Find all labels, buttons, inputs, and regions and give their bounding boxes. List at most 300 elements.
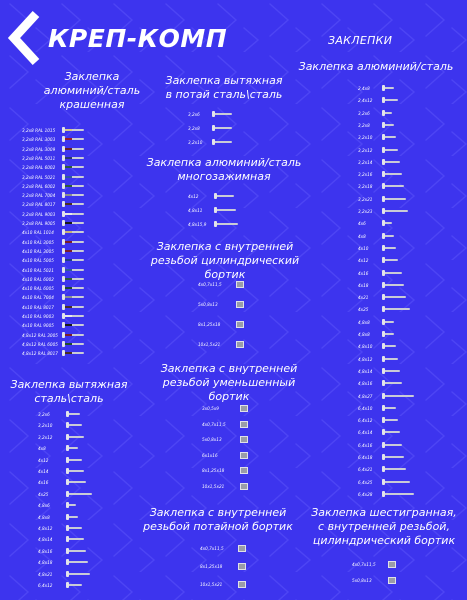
item-size-label: 4х0,7х11,5 [352,562,376,567]
item-size-label: 6,4х10 [358,406,373,411]
list-item [358,256,467,265]
list-item [22,340,132,349]
rivet-icon [64,241,84,243]
item-size-label: 4х10 RAL 7004 [22,295,54,300]
rivet-icon [68,527,82,529]
list-item [22,191,132,200]
rivet-icon [384,370,400,372]
item-size-label: 6,4х18 [358,455,373,460]
rivet-icon [384,235,394,237]
rivet-nut-icon [238,545,246,552]
section-title-pull-steel [0,378,138,406]
item-size-label: 4х6 [358,221,366,226]
title-line: Заклепка с внутренней [156,240,294,253]
item-size-label: 4х8 [358,234,366,239]
rivet-icon [214,113,232,115]
list-item [188,138,298,147]
list-item [22,266,132,275]
item-size-label: 4х12 [188,194,199,199]
list-item [358,269,467,278]
item-size-label: 3,2х8 RAL 1015 [22,128,56,133]
rivet-icon [68,459,82,461]
list-item [200,562,310,571]
item-size-label: 5х0,8х13 [202,437,222,442]
rivet-icon [68,493,92,495]
item-size-label: 6х1х16 [202,453,218,458]
list-item [22,145,132,154]
title-line: резьбой уменьшенный бортик [162,376,296,403]
section-title-internal-reduced [146,362,312,404]
list-item [358,355,467,364]
item-size-label: 4,8х8 [38,515,50,520]
list-item [22,284,132,293]
rivet-nut-icon [236,341,244,348]
item-size-label: 3,2х23 [358,209,373,214]
list-item [202,451,312,460]
item-size-label: 4х16 [38,480,49,485]
title-line: с внутренней резьбой, [318,520,450,533]
logo-chevron-icon [6,10,52,66]
list-item [358,293,467,302]
item-size-label: 4х16 [358,271,369,276]
rivet-nut-icon [238,581,246,588]
title-line: Заклепка вытяжная [10,378,128,391]
item-size-label: 4х10 RAL 9003 [22,314,54,319]
item-size-label: 3,2х8 RAL 9005 [22,221,56,226]
item-size-label: 5х0,8х13 [198,302,218,307]
item-size-label: 4х10 RAL 3005 [22,249,54,254]
list-item [38,524,148,533]
item-size-label: 4х0,7х11,5 [200,546,224,551]
item-size-label: 4,8х18 [38,560,53,565]
list-item [38,501,148,510]
list-item [358,404,467,413]
rivet-icon [64,306,84,308]
item-size-label: 4,8х14 [358,369,373,374]
list-item [22,173,132,182]
item-size-label: 3,2х10 [38,423,53,428]
rivet-icon [68,504,76,506]
list-item [200,580,310,589]
rivet-icon [64,352,84,354]
list-item [188,206,298,215]
list-item [358,195,467,204]
rivet-icon [384,99,398,101]
rivet-nut-icon [240,436,248,443]
item-size-label: 3,2х8 [188,126,200,131]
item-size-label: 4х10 [358,246,369,251]
rivet-icon [384,149,398,151]
rivet-nut-icon [240,421,248,428]
list-item [38,421,148,430]
list-item [38,433,148,442]
rivet-icon [384,395,414,397]
list-item [22,228,132,237]
list-item [358,428,467,437]
rivet-icon [384,321,394,323]
section-title-hex [304,506,464,548]
rivet-icon [64,259,84,261]
item-size-label: 2,4х12 [358,98,373,103]
list-item [188,192,298,201]
list-item [22,303,132,312]
list-item [358,490,467,499]
list-item [38,581,148,590]
list-item [22,321,132,330]
item-size-label: 4х10 RAL 8017 [22,305,54,310]
rivet-icon [384,308,410,310]
item-size-label: 4,8х12 [38,526,53,531]
rivet-icon [216,209,236,211]
list-item [200,544,310,553]
item-size-label: 3,2х8 RAL 5011 [22,156,56,161]
title-line: Заклепка алюминий/сталь [298,60,454,73]
list-item [22,247,132,256]
list-item [358,109,467,118]
rivet-icon [384,296,406,298]
rivet-icon [64,231,84,233]
item-size-label: 3,2х12 [358,148,373,153]
brand-logo [6,10,236,66]
list-item [358,121,467,130]
item-size-label: 3,2х14 [358,160,373,165]
rivet-icon [64,296,84,298]
title-line: цилиндрический бортик [312,534,456,547]
item-size-label: 5х0,8х13 [352,578,372,583]
list-item [38,478,148,487]
item-size-label: 4х8 [38,446,46,451]
rivet-icon [68,584,82,586]
rivet-icon [68,470,84,472]
item-size-label: 4,8х8 [358,320,370,325]
item-size-label: 3,2х6 [188,112,200,117]
rivet-icon [68,447,78,449]
title-line: Заклепка с внутренней [160,362,298,375]
list-item [38,558,148,567]
title-line: Заклепка алюминий/сталь [146,156,302,169]
rivet-icon [384,210,408,212]
list-item [22,275,132,284]
rivet-icon [384,272,402,274]
list-item [22,238,132,247]
list-item [22,135,132,144]
item-size-label: 4,8х12 [358,357,373,362]
list-item [358,219,467,228]
item-size-label: 4х10 RAL 5005 [22,258,54,263]
rivet-icon [384,222,392,224]
item-size-label: 3,2х12 [38,435,53,440]
item-size-label: 4,8х12 RAL 6005 [22,342,58,347]
list-item [38,467,148,476]
rivet-icon [384,161,400,163]
rivet-icon [64,129,84,131]
rivet-icon [64,166,84,168]
item-size-label: 3,2х8 RAL 6002 [22,165,56,170]
rivet-icon [384,444,402,446]
list-item [358,416,467,425]
list-item [22,154,132,163]
list-item [22,293,132,302]
section-title-painted [22,70,162,112]
list-item [358,318,467,327]
list-item [358,84,467,93]
list-item [202,404,312,413]
list-item [22,163,132,172]
list-item [358,379,467,388]
item-size-label: 4х25 [358,307,369,312]
rivet-icon [68,481,86,483]
item-size-label: 4х10 RAL 9005 [22,323,54,328]
rivet-icon [384,419,398,421]
list-item [358,342,467,351]
rivet-icon [64,222,84,224]
rivet-icon [68,538,84,540]
list-item [202,482,312,491]
rivet-icon [384,358,398,360]
page-title: ЗАКЛЕПКИ [328,34,393,47]
rivet-icon [384,136,396,138]
list-item [358,158,467,167]
item-size-label: 4х10 RAL 6005 [22,286,54,291]
item-size-label: 4,8х16 [38,549,53,554]
item-size-label: 4,8х14 [38,537,53,542]
list-item [22,219,132,228]
rivet-icon [214,141,232,143]
rivet-icon [64,278,84,280]
list-item [352,560,462,569]
rivet-icon [384,247,396,249]
list-item [38,513,148,522]
section-title-countersunk [144,74,304,102]
title-line: резьбой потайной бортик [143,520,293,533]
list-item [358,453,467,462]
list-item [358,367,467,376]
item-size-label: 4,8х11 [188,208,203,213]
rivet-nut-icon [238,563,246,570]
item-size-label: 3,2х8 RAL 3009 [22,147,56,152]
item-size-label: 3,2х6 [38,412,50,417]
rivet-icon [384,124,394,126]
rivet-nut-icon [388,577,396,584]
item-size-label: 10х1,5х21 [198,342,221,347]
list-item [358,170,467,179]
title-line: алюминий/сталь [43,84,141,97]
item-size-label: 4х21 [358,295,369,300]
item-size-label: 4,8х15,9 [188,222,207,227]
item-size-label: 3,2х10 [188,140,203,145]
rivet-icon [214,127,232,129]
item-size-label: 4,8х6 [38,503,50,508]
list-item [198,300,308,309]
rivet-icon [64,203,84,205]
rivet-icon [68,573,90,575]
rivet-icon [384,333,394,335]
item-size-label: 4х10 RAL 3005 [22,240,54,245]
rivet-icon [384,431,400,433]
rivet-icon [64,250,84,252]
rivet-icon [68,516,78,518]
rivet-icon [384,185,404,187]
list-item [22,312,132,321]
rivet-icon [216,223,238,225]
list-item [358,330,467,339]
item-size-label: 4х10 RAL 5021 [22,268,54,273]
title-line: резьбой цилиндрический бортик [150,254,300,281]
item-size-label: 4х0,7х11,5 [198,282,222,287]
rivet-icon [68,550,86,552]
item-size-label: 6,4х28 [358,492,373,497]
list-item [188,124,298,133]
item-size-label: 6,4х14 [358,430,373,435]
rivet-icon [384,481,410,483]
title-line: в потай сталь\сталь [165,88,283,101]
list-item [198,320,308,329]
item-size-label: 3,2х8 RAL 5021 [22,175,56,180]
rivet-icon [216,195,234,197]
item-size-label: 3,2х8 RAL 6002 [22,184,56,189]
list-item [22,349,132,358]
list-item [358,182,467,191]
rivet-icon [68,424,82,426]
item-size-label: 3х0,5х9 [202,406,219,411]
rivet-nut-icon [240,405,248,412]
rivet-icon [64,185,84,187]
list-item [202,435,312,444]
title-line: Заклепка шестигранная, [311,506,457,519]
title-line: сталь\сталь [34,392,104,405]
rivet-icon [64,343,84,345]
item-size-label: 4х10 RAL 6002 [22,277,54,282]
list-item [22,182,132,191]
list-item [198,340,308,349]
list-item [202,420,312,429]
rivet-icon [384,382,402,384]
rivet-icon [68,561,88,563]
item-size-label: 4,8х8 [358,332,370,337]
rivet-icon [384,87,394,89]
rivet-icon [384,456,404,458]
rivet-icon [384,407,396,409]
item-size-label: 4,8х27 [358,394,373,399]
item-size-label: 3,2х8 RAL 3003 [22,137,56,142]
rivet-icon [384,198,406,200]
rivet-icon [384,284,404,286]
list-item [358,478,467,487]
list-item [358,146,467,155]
item-size-label: 4х12 [38,458,49,463]
list-item [38,535,148,544]
rivet-nut-icon [388,561,396,568]
item-size-label: 3,2х8 RAL 8017 [22,202,56,207]
list-item [358,207,467,216]
title-line: Заклепка вытяжная [165,74,283,87]
rivet-icon [64,287,84,289]
item-size-label: 4,8х10 [358,344,373,349]
rivet-icon [384,345,396,347]
rivet-icon [384,468,406,470]
rivet-icon [68,413,80,415]
list-item [38,444,148,453]
list-item [22,126,132,135]
item-size-label: 6,4х16 [358,443,373,448]
rivet-icon [64,315,84,317]
item-size-label: 6,4х21 [358,467,373,472]
rivet-nut-icon [240,467,248,474]
title-line: Заклепка [64,70,120,83]
list-item [358,392,467,401]
item-size-label: 4,8х12 RAL 3005 [22,333,58,338]
item-size-label: 6,4х12 [358,418,373,423]
item-size-label: 3,2х16 [358,172,373,177]
list-item [22,210,132,219]
section-title-multigrip [134,156,314,184]
list-item [358,305,467,314]
rivet-icon [64,138,84,140]
item-size-label: 4,8х21 [38,572,53,577]
list-item [22,331,132,340]
item-size-label: 4х25 [38,492,49,497]
rivet-nut-icon [240,452,248,459]
item-size-label: 4,8х12 RAL 8017 [22,351,58,356]
item-size-label: 6,4х25 [358,480,373,485]
item-size-label: 3,2х10 [358,135,373,140]
list-item [358,232,467,241]
list-item [38,410,148,419]
item-size-label: 8х1,25х18 [200,564,223,569]
list-item [38,547,148,556]
list-item [358,281,467,290]
section-title-internal-countersunk [138,506,298,534]
item-size-label: 4х12 [358,258,369,263]
rivet-icon [64,176,84,178]
rivet-icon [64,213,84,215]
item-size-label: 2,4х8 [358,86,370,91]
brand-name: КРЕП-КОМП [48,24,228,53]
list-item [22,256,132,265]
item-size-label: 8х1,25х18 [198,322,221,327]
rivet-nut-icon [240,483,248,490]
list-item [202,466,312,475]
title-line: многозажимная [177,170,271,183]
list-item [198,280,308,289]
list-item [38,456,148,465]
rivet-icon [64,324,84,326]
rivet-icon [64,269,84,271]
item-size-label: 3,2х18 [358,184,373,189]
item-size-label: 4х18 [358,283,369,288]
list-item [38,570,148,579]
item-size-label: 4х14 [38,469,49,474]
list-item [358,244,467,253]
rivet-nut-icon [236,281,244,288]
list-item [358,465,467,474]
list-item [188,220,298,229]
list-item [358,441,467,450]
item-size-label: 10х1,5х21 [200,582,223,587]
rivet-icon [384,112,392,114]
list-item [358,96,467,105]
item-size-label: 3,2х8 RAL 7004 [22,193,56,198]
rivet-icon [384,493,414,495]
rivet-icon [384,259,398,261]
rivet-icon [64,148,84,150]
item-size-label: 4х10 RAL 1014 [22,230,54,235]
rivet-nut-icon [236,321,244,328]
section-title-alu-steel [296,60,456,74]
item-size-label: 4х0,7х11,5 [202,422,226,427]
rivet-icon [64,194,84,196]
rivet-nut-icon [236,301,244,308]
